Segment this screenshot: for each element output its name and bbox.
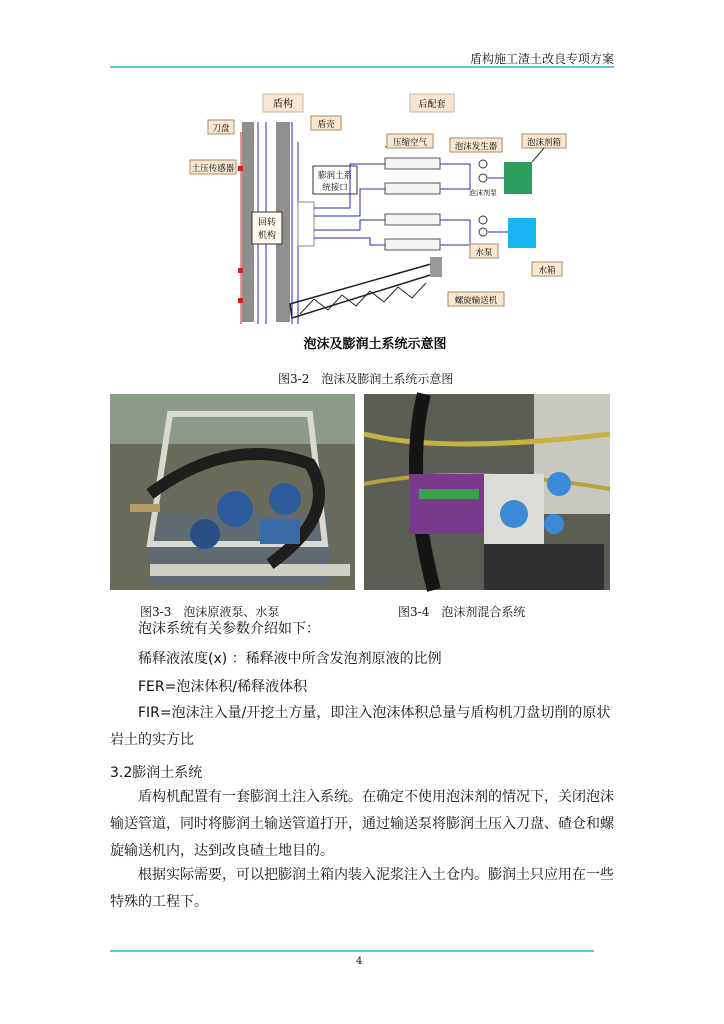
label-screw: 螺旋输送机 — [454, 296, 498, 306]
header-rule — [110, 66, 614, 68]
label-air: 压缩空气 — [392, 138, 428, 148]
label-foam-generator: 泡沫发生器 — [454, 142, 498, 152]
label-rotary-2: 机构 — [257, 231, 277, 241]
label-bent-if-1: 膨润土系 — [317, 171, 353, 181]
foam-tank-block — [504, 162, 532, 194]
label-bent-if-2: 统接口 — [322, 183, 348, 193]
label-foam-tank: 泡沫剂箱 — [526, 138, 562, 148]
figure-3-2-caption: 图3-2 泡沫及膨润土系统示意图 — [278, 372, 454, 386]
figure-3-3-caption: 图3-3 泡沫原液泵、水泵 — [140, 605, 280, 619]
label-foam-pump: 泡沫剂泵 — [469, 189, 497, 197]
paragraph-fer: FER=泡沫体积/稀释液体积 — [138, 679, 308, 695]
diagram-cut-title: 泡沫及膨润土系统示意图 — [303, 337, 447, 352]
label-water-tank: 水箱 — [538, 266, 556, 276]
paragraph-intro: 泡沫系统有关参数介绍如下： — [138, 621, 320, 637]
photo-pumps — [110, 394, 355, 590]
section-heading-3-2: 3.2膨润土系统 — [110, 765, 203, 781]
water-tank-block — [508, 218, 536, 248]
label-rotary-1: 回转 — [257, 218, 277, 228]
label-backup: 后配套 — [418, 100, 446, 110]
label-sensor: 土压传感器 — [191, 164, 235, 174]
label-water-pump: 水泵 — [475, 248, 493, 258]
label-cutter: 刀盘 — [212, 124, 230, 134]
footer-rule — [110, 950, 594, 952]
paragraph-bentonite-1: 盾构机配置有一套膨润土注入系统。在确定不使用泡沫剂的情况下，关闭泡沫输送管道，同时将膨润土输送管道打开，通过输送泵将膨润土压入刀盘、碴仓和螺旋输送机内，达到改良碴土地目的。 — [110, 789, 614, 859]
label-shell: 盾壳 — [317, 120, 335, 130]
paragraph-dilution: 稀释液浓度(x) ：稀释液中所含发泡剂原液的比例 — [138, 651, 442, 667]
page-header: 盾构施工渣土改良专项方案 — [469, 52, 614, 66]
paragraph-bentonite-2: 根据实际需要，可以把膨润土箱内装入泥浆注入土仓内。膨润土只应用在一些特殊的工程下。 — [110, 867, 614, 910]
foam-bentonite-diagram — [180, 92, 570, 352]
page-number: 4 — [356, 956, 363, 967]
figure-3-4-caption: 图3-4 泡沫剂混合系统 — [398, 605, 526, 619]
label-shield: 盾构 — [273, 99, 293, 110]
paragraph-fir: FIR=泡沫注入量/开挖土方量，即注入泡沫体积总量与盾构机刀盘切削的原状岩土的实方比 — [110, 705, 611, 748]
photo-foam-mixing — [364, 394, 610, 590]
